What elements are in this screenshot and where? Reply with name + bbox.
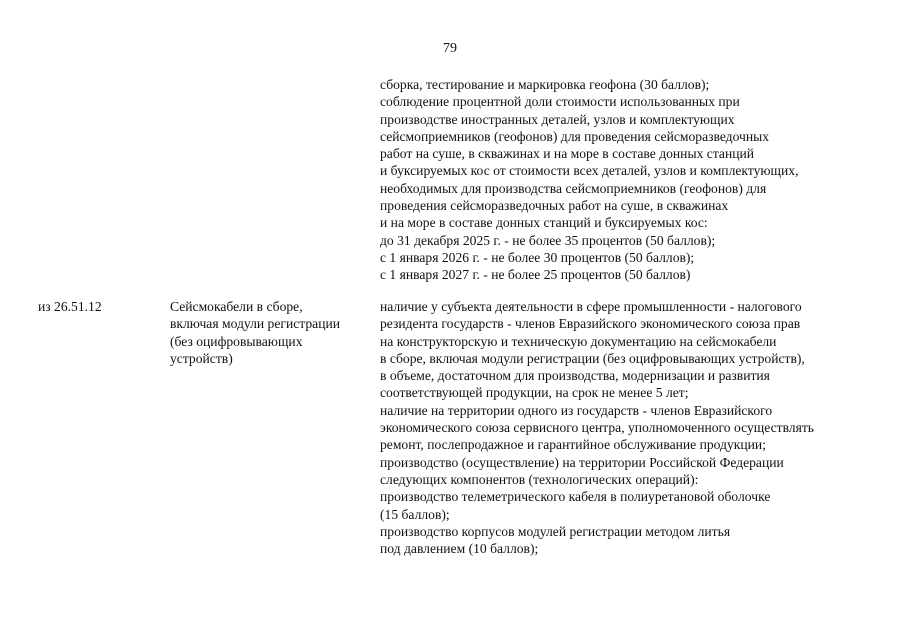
requirement-line: до 31 декабря 2025 г. - не более 35 процентов (50 баллов); [380, 232, 716, 248]
requirement-line: соответствующей продукции, на срок не менее 5 лет; [380, 385, 689, 401]
requirement-line: и буксируемых кос от стоимости всех деталей, узлов и комплектующих, [380, 163, 799, 179]
requirement-line: ремонт, послепродажное и гарантийное обслуживание продукции; [380, 437, 766, 453]
requirement-line: производстве иностранных деталей, узлов и комплектующих [380, 111, 735, 127]
requirement-line: сборка, тестирование и маркировка геофона (30 баллов); [380, 77, 710, 92]
requirement-line: следующих компонентов (технологических операций): [380, 471, 699, 487]
product-code [38, 298, 102, 315]
requirement-line: в объеме, достаточном для производства, модернизации и развития [380, 368, 770, 384]
product-name [170, 298, 340, 367]
product-name-line: устройств) [170, 350, 233, 366]
product-requirements [380, 298, 814, 557]
requirement-line: и на море в составе донных станций и буксируемых кос: [380, 215, 708, 231]
requirement-line: производство (осуществление) на территории Российской Федерации [380, 454, 784, 470]
product-name-line: (без оцифровывающих [170, 333, 303, 349]
requirement-line: наличие на территории одного из государств - членов Евразийского [380, 402, 773, 418]
requirement-line: соблюдение процентной доли стоимости использованных при [380, 94, 740, 110]
requirement-line: сейсмоприемников (геофонов) для проведения сейсморазведочных [380, 128, 770, 144]
product-code-text: из 26.51.12 [38, 299, 102, 314]
requirement-line: на конструкторскую и техническую документацию на сейсмокабели [380, 333, 777, 349]
requirement-line: (15 баллов); [380, 506, 450, 522]
requirement-line: резидента государств - членов Евразийского экономического союза прав [380, 316, 801, 332]
requirement-line: работ на суше, в скважинах и на море в составе донных станций [380, 146, 755, 162]
requirement-line: необходимых для производства сейсмоприемников (геофонов) для [380, 180, 767, 196]
requirement-line: проведения сейсморазведочных работ на суше, в скважинах [380, 198, 729, 214]
requirement-line: в сборе, включая модули регистрации (без оцифровывающих устройств), [380, 350, 805, 366]
requirement-line: производство телеметрического кабеля в полиуретановой оболочке [380, 489, 771, 505]
page-number: 79 [443, 41, 457, 56]
requirement-line: наличие у субъекта деятельности в сфере промышленности - налогового [380, 299, 802, 314]
requirement-line: экономического союза сервисного центра, уполномоченного осуществлять [380, 420, 814, 436]
product-name-line: Сейсмокабели в сборе, [170, 299, 303, 314]
requirement-line: под давлением (10 баллов); [380, 541, 539, 557]
requirement-line: с 1 января 2026 г. - не более 30 процентов (50 баллов); [380, 249, 695, 265]
requirement-line: производство корпусов модулей регистрации методом литья [380, 523, 731, 539]
requirement-line: с 1 января 2027 г. - не более 25 процентов (50 баллов) [380, 267, 691, 283]
continuation-requirements [380, 76, 798, 284]
product-name-line: включая модули регистрации [170, 316, 341, 332]
